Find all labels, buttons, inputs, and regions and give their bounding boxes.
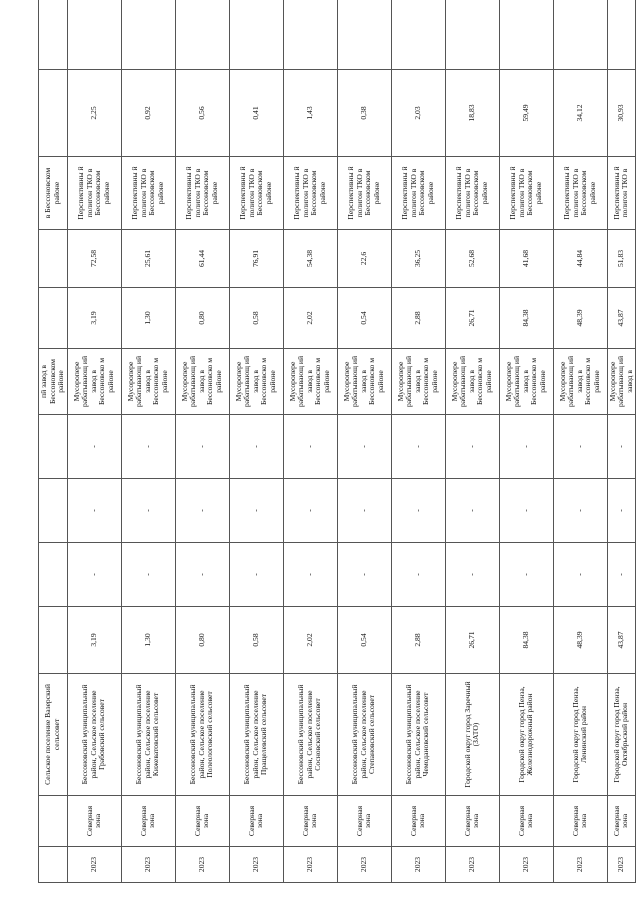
cell-year: 2023 (553, 847, 607, 883)
table-row (391, 0, 445, 883)
cell-col-b: - (499, 543, 553, 607)
cell-col-c: - (499, 479, 553, 543)
cell-mass-transferred: 0,54 (337, 288, 391, 349)
cell-year: 2023 (445, 847, 499, 883)
cell-locality: Бессоновский муниципальный район, Сельское поселение Грабовский сельсовет (67, 674, 121, 796)
cell-zone: Северная зона (67, 796, 121, 847)
cell-col-c: - (67, 479, 121, 543)
table-row (229, 0, 283, 883)
cell-distance-2: 1,43 (283, 70, 337, 157)
cell-col-b (39, 543, 68, 607)
cell-distance-1: 61,44 (175, 230, 229, 288)
cell-landfill: Перспективны й полигон ТКО в Бессоновском районе (67, 157, 121, 230)
cell-processing-facility: Мусоропере рабатывающ ий завод в Бессоновско м районе (121, 349, 175, 415)
cell-col-d: - (499, 415, 553, 479)
cell-col-b: - (175, 543, 229, 607)
cell-col-d: - (121, 415, 175, 479)
cell-distance-1 (39, 230, 68, 288)
cell-locality: Бессоновский муниципальный район, Сельское поселение Полеологовский сельсовет (175, 674, 229, 796)
cell-zone: Северная зона (391, 796, 445, 847)
cell-mass-transferred: 26,71 (445, 288, 499, 349)
cell-mass-transferred: 43,87 (607, 288, 636, 349)
cell-distance-2: 0,41 (229, 70, 283, 157)
cell-mass-transferred: 1,30 (121, 288, 175, 349)
cell-col-d: - (175, 415, 229, 479)
cell-col-c: - (175, 479, 229, 543)
cell-distance-1: 52,68 (445, 230, 499, 288)
cell-distance-2: 0,92 (121, 70, 175, 157)
cell-col-c: - (445, 479, 499, 543)
cell-mass-generated: 48,39 (553, 607, 607, 674)
cell-mass-generated (39, 607, 68, 674)
cell-col-b: - (229, 543, 283, 607)
table-row (445, 0, 499, 883)
table-row (67, 0, 121, 883)
cell-zone: Северная зона (337, 796, 391, 847)
cell-processing-facility: Мусоропере рабатывающ ий завод в Бессоновско м районе (499, 349, 553, 415)
cell-mass-transferred: 3,19 (67, 288, 121, 349)
cell-col-b: - (283, 543, 337, 607)
cell-col-d (39, 415, 68, 479)
cell-mass-generated: 0,54 (337, 607, 391, 674)
cell-zero (337, 0, 391, 70)
cell-mass-generated: 0,58 (229, 607, 283, 674)
cell-zero (175, 0, 229, 70)
cell-locality: Бессоновский муниципальный район, Сельское поселение Пращелевский сельсовет (229, 674, 283, 796)
cell-distance-1: 44,84 (553, 230, 607, 288)
cell-col-d: - (67, 415, 121, 479)
cell-distance-2: 2,25 (67, 70, 121, 157)
cell-mass-generated: 1,30 (121, 607, 175, 674)
cell-distance-1: 51,83 (607, 230, 636, 288)
cell-landfill: Перспективны й полигон ТКО в Бессоновском районе (445, 157, 499, 230)
cell-distance-1: 41,68 (499, 230, 553, 288)
cell-distance-1: 36,25 (391, 230, 445, 288)
cell-col-c: - (391, 479, 445, 543)
cell-zone: Северная зона (445, 796, 499, 847)
cell-processing-facility: Мусоропере рабатывающ ий завод в Бессоновско м районе (67, 349, 121, 415)
cell-mass-transferred (39, 288, 68, 349)
cell-zone: Северная зона (553, 796, 607, 847)
cell-locality: Сельское поселение Вазерский сельсовет (39, 674, 68, 796)
cell-distance-2: 2,03 (391, 70, 445, 157)
cell-zero (67, 0, 121, 70)
cell-zero (445, 0, 499, 70)
cell-distance-2: 34,12 (553, 70, 607, 157)
cell-landfill: Перспективны й полигон ТКО в Бессоновском районе (229, 157, 283, 230)
cell-distance-1: 22,6 (337, 230, 391, 288)
cell-locality: Городской округ город Пенза, Железнодорожный район (499, 674, 553, 796)
cell-col-d: - (553, 415, 607, 479)
cell-mass-transferred: 0,80 (175, 288, 229, 349)
table-row (121, 0, 175, 883)
cell-mass-generated: 26,71 (445, 607, 499, 674)
cell-distance-2: 18,83 (445, 70, 499, 157)
cell-distance-2: 59,49 (499, 70, 553, 157)
cell-mass-generated: 2,02 (283, 607, 337, 674)
cell-zone: Северная зона (607, 796, 636, 847)
table-row (175, 0, 229, 883)
cell-distance-2: 0,56 (175, 70, 229, 157)
cell-distance-1: 72,58 (67, 230, 121, 288)
cell-zero (283, 0, 337, 70)
cell-col-c: - (121, 479, 175, 543)
cell-locality: Бессоновский муниципальный район, Сельское поселение Степановский сельсовет (337, 674, 391, 796)
cell-zero (229, 0, 283, 70)
cell-col-b: - (67, 543, 121, 607)
cell-landfill: Перспективны й полигон ТКО в Бессоновском районе (499, 157, 553, 230)
cell-distance-2 (39, 70, 68, 157)
cell-year: 2023 (175, 847, 229, 883)
cell-col-d: - (283, 415, 337, 479)
cell-zero (607, 0, 636, 70)
cell-mass-generated: 3,19 (67, 607, 121, 674)
cell-mass-generated: 0,80 (175, 607, 229, 674)
cell-mass-generated: 84,38 (499, 607, 553, 674)
cell-locality: Бессоновский муниципальный район, Сельское поселение Чемодановский сельсовет (391, 674, 445, 796)
table-row (607, 0, 636, 883)
table-row (283, 0, 337, 883)
cell-processing-facility: Мусоропере рабатывающ ий завод в (607, 349, 636, 415)
cell-processing-facility: Мусоропере рабатывающ ий завод в Бессоновско м районе (337, 349, 391, 415)
rotated-table-container (38, 22, 634, 883)
cell-locality: Городской округ город Заречный (ЗАТО) (445, 674, 499, 796)
cell-processing-facility: пй завод в Бессоновском районе (39, 349, 68, 415)
cell-zero (499, 0, 553, 70)
cell-processing-facility: Мусоропере рабатывающ ий завод в Бессоновско м районе (445, 349, 499, 415)
cell-year: 2023 (229, 847, 283, 883)
cell-zero (553, 0, 607, 70)
cell-col-c: - (553, 479, 607, 543)
cell-zone: Северная зона (175, 796, 229, 847)
cell-year: 2023 (391, 847, 445, 883)
cell-distance-2: 30,93 (607, 70, 636, 157)
cell-year (39, 847, 68, 883)
cell-mass-generated: 2,88 (391, 607, 445, 674)
cell-landfill: в Бессоновском районе (39, 157, 68, 230)
cell-col-d: - (607, 415, 636, 479)
cell-zone: Северная зона (283, 796, 337, 847)
cell-locality: Городской округ город Пенза, Октябрьский район (607, 674, 636, 796)
cell-processing-facility: Мусоропере рабатывающ ий завод в Бессоновско м районе (175, 349, 229, 415)
cell-col-b: - (121, 543, 175, 607)
cell-col-c: - (229, 479, 283, 543)
cell-processing-facility: Мусоропере рабатывающ ий завод в Бессоновско м районе (283, 349, 337, 415)
cell-mass-transferred: 84,38 (499, 288, 553, 349)
cell-distance-1: 76,91 (229, 230, 283, 288)
cell-zone: Северная зона (229, 796, 283, 847)
cell-locality: Бессоновский муниципальный район, Сельское поселение Сосновский сельсовет (283, 674, 337, 796)
cell-col-d: - (391, 415, 445, 479)
cell-col-b: - (445, 543, 499, 607)
cell-landfill: Перспективны й полигон ТКО в (607, 157, 636, 230)
cell-mass-transferred: 48,39 (553, 288, 607, 349)
cell-col-d: - (337, 415, 391, 479)
cell-landfill: Перспективны й полигон ТКО в Бессоновском районе (175, 157, 229, 230)
cell-col-c: - (283, 479, 337, 543)
cell-locality: Городской округ город Пенза, Ленинский район (553, 674, 607, 796)
cell-year: 2023 (337, 847, 391, 883)
cell-landfill: Перспективны й полигон ТКО в Бессоновском районе (391, 157, 445, 230)
cell-col-b: - (553, 543, 607, 607)
cell-mass-generated: 43,87 (607, 607, 636, 674)
cell-col-c: - (607, 479, 636, 543)
cell-year: 2023 (499, 847, 553, 883)
cell-mass-transferred: 2,88 (391, 288, 445, 349)
cell-distance-2: 0,38 (337, 70, 391, 157)
cell-zero (121, 0, 175, 70)
cell-locality: Бессоновский муниципальный район, Сельское поселение Кижеватовский сельсовет (121, 674, 175, 796)
cell-processing-facility: Мусоропере рабатывающ ий завод в Бессоновско м районе (553, 349, 607, 415)
waste-flow-table (38, 0, 636, 883)
cell-distance-1: 54,38 (283, 230, 337, 288)
cell-mass-transferred: 0,58 (229, 288, 283, 349)
cell-landfill: Перспективны й полигон ТКО в Бессоновском районе (283, 157, 337, 230)
table-row (337, 0, 391, 883)
cell-year: 2023 (67, 847, 121, 883)
cell-col-b: - (391, 543, 445, 607)
cell-col-d: - (445, 415, 499, 479)
cell-year: 2023 (607, 847, 636, 883)
table-row (39, 0, 68, 883)
cell-col-c (39, 479, 68, 543)
cell-col-c: - (337, 479, 391, 543)
cell-landfill: Перспективны й полигон ТКО в Бессоновском районе (337, 157, 391, 230)
cell-col-d: - (229, 415, 283, 479)
cell-landfill: Перспективны й полигон ТКО в Бессоновском районе (121, 157, 175, 230)
cell-year: 2023 (283, 847, 337, 883)
table-row (499, 0, 553, 883)
cell-processing-facility: Мусоропере рабатывающ ий завод в Бессоновско м районе (229, 349, 283, 415)
cell-zone (39, 796, 68, 847)
cell-landfill: Перспективны й полигон ТКО в Бессоновском районе (553, 157, 607, 230)
table-row (553, 0, 607, 883)
cell-zone: Северная зона (499, 796, 553, 847)
cell-zone: Северная зона (121, 796, 175, 847)
cell-zero (39, 0, 68, 70)
cell-mass-transferred: 2,02 (283, 288, 337, 349)
cell-col-b: - (337, 543, 391, 607)
cell-zero (391, 0, 445, 70)
cell-col-b: - (607, 543, 636, 607)
cell-processing-facility: Мусоропере рабатывающ ий завод в Бессоновско м районе (391, 349, 445, 415)
cell-distance-1: 25,61 (121, 230, 175, 288)
cell-year: 2023 (121, 847, 175, 883)
